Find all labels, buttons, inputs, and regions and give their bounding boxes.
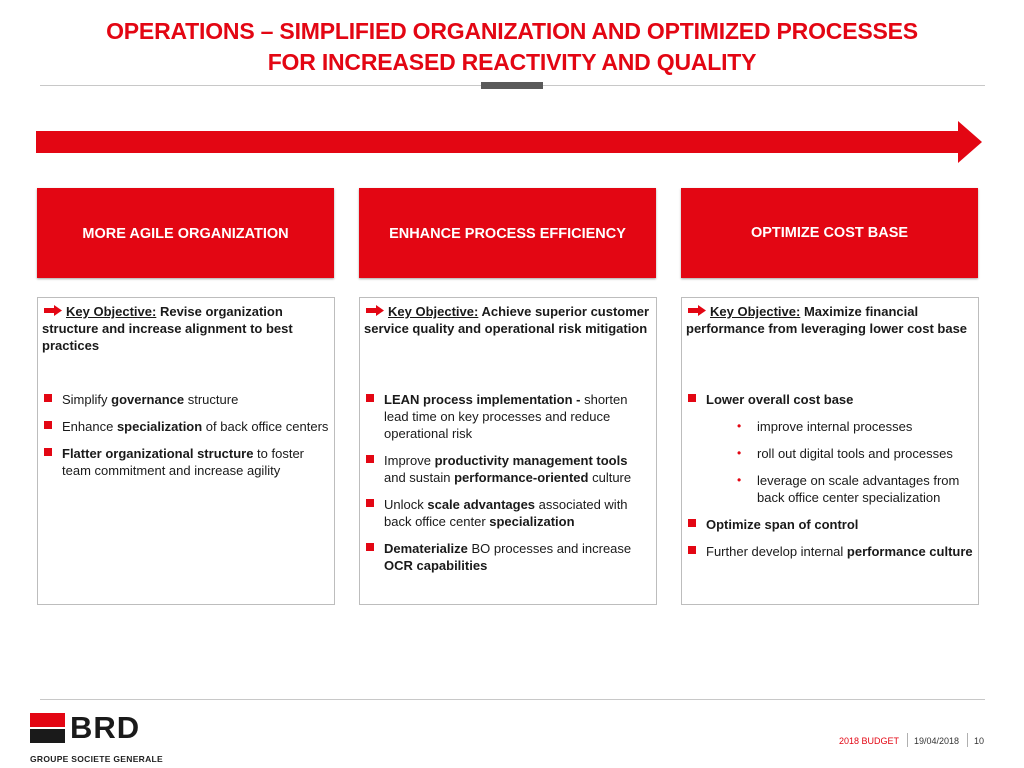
header-agile-organization <box>37 188 334 278</box>
list-item: Optimize span of control <box>686 516 974 533</box>
list-item: Dematerialize BO processes and increase OCR capabilities <box>364 540 652 574</box>
objective-text: Achieve superior customer service quality and operational risk mitigation <box>364 304 650 336</box>
list-item: Flatter organizational structure to foster team commitment and increase agility <box>42 445 330 479</box>
footer-divider <box>40 699 985 700</box>
column-agile-organization <box>37 297 335 605</box>
key-objective <box>42 303 328 354</box>
list-item: Enhance specialization of back office centers <box>42 418 330 435</box>
doc-label: 2018 BUDGET <box>839 736 900 746</box>
header-label: OPTIMIZE COST BASE <box>750 225 909 241</box>
objective-label: Key Objective: <box>388 304 479 319</box>
arrow-right-icon <box>44 305 62 316</box>
page-title <box>30 16 994 78</box>
sub-list-item: • leverage on scale advantages from back office center specialization <box>706 472 974 506</box>
brd-logo <box>30 710 190 765</box>
column-process-efficiency <box>359 297 657 605</box>
header-cost-base <box>681 188 978 278</box>
key-objective <box>364 303 650 337</box>
sub-list-item: • roll out digital tools and processes <box>706 445 974 462</box>
page-number: 10 <box>974 736 985 746</box>
list-item: Simplify governance structure <box>42 391 330 408</box>
bullet-list <box>364 391 652 584</box>
arrow-right-icon <box>688 305 706 316</box>
footer-separator <box>967 733 968 747</box>
list-item: Further develop internal performance culture <box>686 543 974 560</box>
key-objective <box>686 303 972 337</box>
column-cost-base <box>681 297 979 605</box>
logo-text: BRD <box>70 710 141 745</box>
list-item: Improve productivity management tools and sustain performance-oriented culture <box>364 452 652 486</box>
list-item: Unlock scale advantages associated with back office center specialization <box>364 496 652 530</box>
objective-label: Key Objective: <box>66 304 157 319</box>
sub-list-item: • improve internal processes <box>706 418 974 435</box>
header-label: MORE AGILE ORGANIZATION <box>82 226 289 242</box>
bullet-list <box>42 391 330 489</box>
title-line-2: FOR INCREASED REACTIVITY AND QUALITY <box>267 49 757 75</box>
header-process-efficiency <box>359 188 656 278</box>
title-line-1: OPERATIONS – SIMPLIFIED ORGANIZATION AND OPTIMIZED PROCESSES <box>106 18 918 44</box>
objective-label: Key Objective: <box>710 304 801 319</box>
list-item: LEAN process implementation - shorten lead time on key processes and reduce operational risk <box>364 391 652 442</box>
timeline-arrow <box>36 121 982 163</box>
footer-separator <box>907 733 908 747</box>
objective-text: Revise organization structure and increase alignment to best practices <box>42 304 293 353</box>
logo-subtitle: GROUPE SOCIETE GENERALE <box>30 754 164 764</box>
header-label: ENHANCE PROCESS EFFICIENCY <box>389 226 626 242</box>
list-item: Lower overall cost base • improve internal processes • roll out digital tools and processes • leverage on scale advantages from back office center specialization <box>686 391 974 506</box>
objective-text: Maximize financial performance from leveraging lower cost base <box>686 304 968 336</box>
doc-date: 19/04/2018 <box>914 736 960 746</box>
logo-mark-icon <box>30 713 65 743</box>
arrow-right-icon <box>366 305 384 316</box>
title-accent-bar <box>481 82 543 89</box>
sub-list <box>706 418 974 506</box>
bullet-list <box>686 391 974 570</box>
